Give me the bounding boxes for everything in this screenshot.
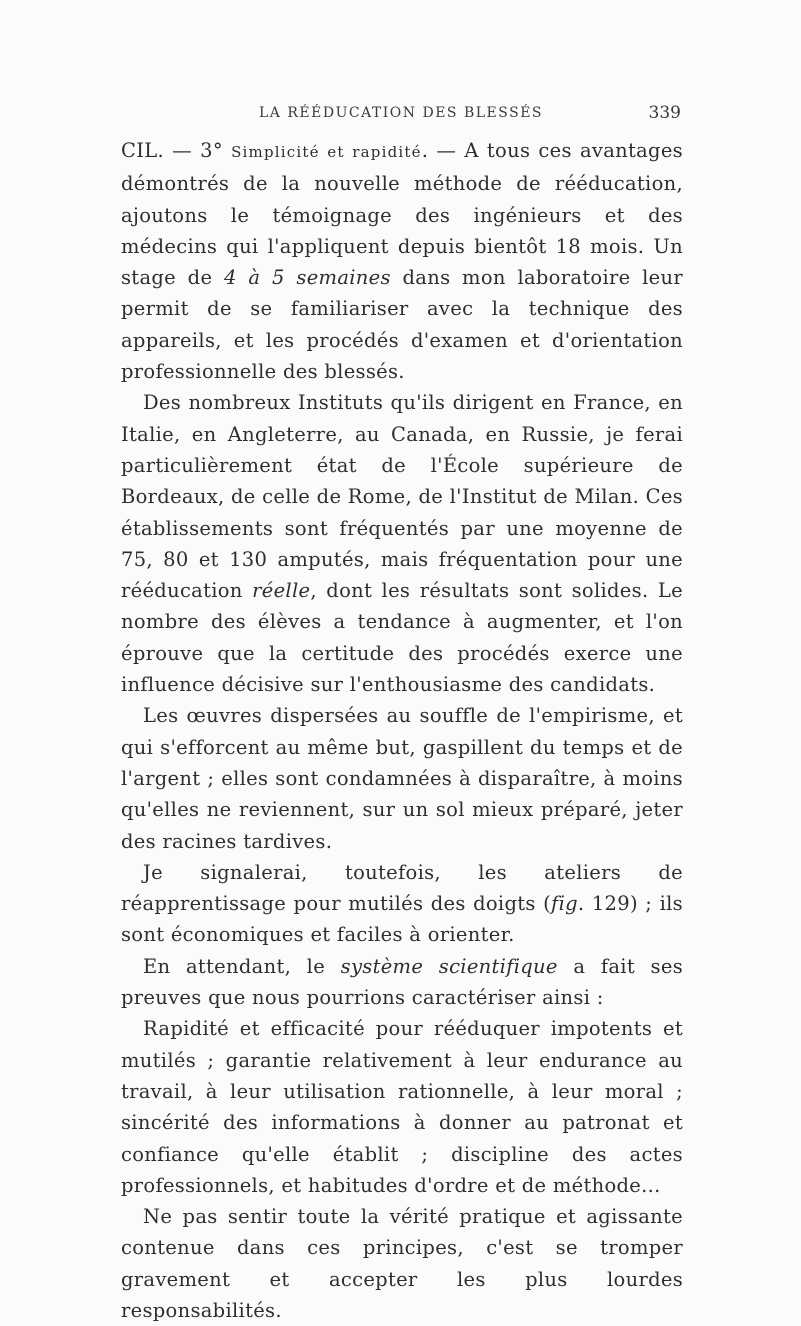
paragraph-text: . 129) ; ils sont économiques et faciles à orienter. [121, 892, 683, 947]
paragraph-text: , dont les résultats sont solides. Le nombre des élèves a tendance à augmenter, et l'on éprouve que la certitude des procédés exerce une influence décisive sur l'enthousiasme des candidats. [121, 579, 683, 697]
paragraph-text: . — A tous ces avantages démontrés de la nouvelle méthode de rééducation, ajoutons le témoignage des ingénieurs et des médecins qui l'appliquent depuis bientôt 18 mois. Un stage de [121, 139, 683, 290]
paragraph-oeuvres: Les œuvres dispersées au souffle de l'empirisme, et qui s'efforcent au même but, gaspillent du temps et de l'argent ; elles sont condamnées à disparaître, à moins qu'elles ne reviennent, sur un sol mieux préparé, jeter des racines tardives. [121, 704, 683, 853]
italic-word: réelle [252, 579, 311, 603]
paragraph-text: Je signalerai, toutefois, les ateliers de réapprentissage pour mutilés des doigts ( [121, 860, 683, 916]
paragraph-text: dans mon laboratoire leur permit de se familiariser avec la technique des appareils, et les procédés d'examen et d'orientation professionnelle des blessés. [121, 266, 683, 384]
paragraph-simplicite [121, 135, 683, 387]
paragraph-text: a fait ses preuves que nous pourrions caractériser ainsi : [121, 954, 684, 1010]
section-number: CIL. — 3° [121, 139, 232, 162]
paragraph-rapidite: Rapidité et efficacité pour rééduquer impotents et mutilés ; garantie relativement à leur endurance au travail, à leur utilisation rationnelle, à leur moral ; sincérité des informations à donner au patronat et confiance qu'elle établit ; discipline des actes professionnels, et habitudes d'ordre et de méthode... [121, 1017, 683, 1197]
running-head: LA RÉÉDUCATION DES BLESSÉS [259, 105, 543, 121]
paragraph-ateliers [121, 857, 683, 951]
paragraph-instituts [121, 387, 683, 700]
italic-phrase: 4 à 5 semaines [224, 266, 391, 290]
figure-reference: fig [551, 892, 578, 916]
page-header [121, 103, 681, 129]
paragraph-text: Des nombreux Instituts qu'ils dirigent en France, en Italie, en Angleterre, au Canada, en Russie, je ferai particulièrement état de l'École supérieure de Bordeaux, de celle de Rome, de l'Institut de Milan. Ces établissements sont fréquentés par une moyenne de 75, 80 et 130 amputés, mais fréquentation pour une rééducation [121, 391, 683, 603]
paragraph-conclusion: Ne pas sentir toute la vérité pratique et agissante contenue dans ces principes, c'est se tromper gravement et accepter les plus lourdes responsabilités. [121, 1205, 683, 1322]
paragraph-text: En attendant, le [143, 954, 341, 978]
italic-phrase: système scientifique [340, 954, 558, 978]
section-heading: Simplicité et rapidité [231, 143, 422, 161]
paragraph-systeme [121, 951, 683, 1014]
body-text [121, 135, 683, 1326]
page-number: 339 [648, 103, 681, 123]
